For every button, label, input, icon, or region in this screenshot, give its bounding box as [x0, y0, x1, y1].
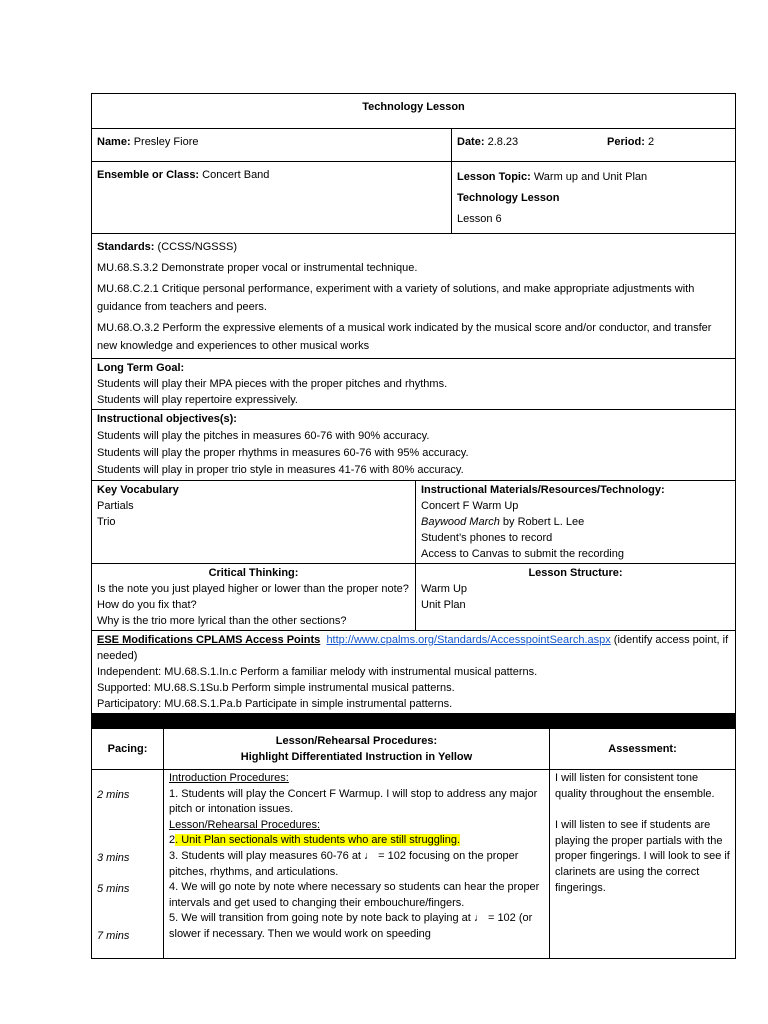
critical-question: Is the note you just played higher or lower than the proper note? How do you fix that?: [97, 583, 409, 611]
rehearsal-procedures-label: Lesson/Rehearsal Procedures:: [169, 818, 321, 831]
name-value: Presley Fiore: [133, 136, 199, 148]
objective-line: Students will play the pitches in measures 60-76 with 90% accuracy.: [97, 430, 430, 442]
ensemble-value: Concert Band: [202, 169, 270, 181]
vocab-item: Trio: [97, 516, 116, 528]
ensemble-label: Ensemble or Class:: [97, 169, 200, 181]
standard-item: MU.68.C.2.1 Critique personal performance, experiment with a variety of solutions, and make appropriate adjustments with guidance from teachers and peers.: [97, 283, 695, 313]
materials-label: Instructional Materials/Resources/Technology:: [421, 484, 665, 496]
procedures-cell: [164, 770, 550, 959]
material-item: Student’s phones to record: [421, 532, 553, 544]
ensemble-cell: [92, 162, 452, 234]
access-point: Participatory: MU.68.S.1.Pa.b Participate in simple instrumental patterns.: [97, 698, 453, 710]
pacing-cell: [92, 770, 164, 959]
pacing-header-text: Pacing:: [107, 743, 148, 755]
assessment-header: [550, 729, 736, 770]
lesson-plan-document: [91, 93, 735, 959]
structure-item: Unit Plan: [421, 599, 466, 611]
name-label: Name:: [97, 136, 131, 148]
goal-line: Students will play repertoire expressively.: [97, 394, 298, 406]
intro-procedures-label: Introduction Procedures:: [169, 772, 289, 784]
lesson-structure-label: Lesson Structure:: [528, 567, 623, 579]
procedure-step: 3. Students will play measures 60-76 at ♩ = 102 focusing on the proper pitches, rhythms, and articulations.: [169, 849, 519, 878]
long-term-goal-cell: [92, 359, 736, 410]
assessment-item: I will listen for consistent tone quality throughout the ensemble.: [555, 772, 715, 800]
cpalms-link[interactable]: http://www.cpalms.org/Standards/AccesspointSearch.aspx: [326, 634, 611, 646]
objectives-cell: [92, 410, 736, 481]
vocab-item: Partials: [97, 500, 134, 512]
ese-label: ESE Modifications CPLAMS Access Points: [97, 634, 321, 646]
critical-thinking-cell: [92, 564, 416, 631]
pacing-time: 5 mins: [97, 883, 130, 895]
objective-line: Students will play in proper trio style in measures 41-76 with 80% accuracy.: [97, 464, 464, 476]
critical-question: Why is the trio more lyrical than the other sections?: [97, 615, 347, 627]
assessment-header-text: Assessment:: [608, 743, 677, 755]
pacing-time: 7 mins: [97, 930, 130, 942]
objective-line: Students will play the proper rhythms in measures 60-76 with 95% accuracy.: [97, 447, 469, 459]
topic-line-2: Technology Lesson: [457, 192, 560, 204]
access-point: Supported: MU.68.S.1Su.b Perform simple instrumental musical patterns.: [97, 682, 455, 694]
topic-label: Lesson Topic:: [457, 171, 531, 183]
procedures-header-line1: Lesson/Rehearsal Procedures:: [275, 735, 438, 747]
standards-label: Standards:: [97, 241, 155, 253]
document-title: [92, 94, 736, 129]
march-title: Baywood March: [421, 516, 500, 528]
procedure-step-highlighted: [169, 833, 544, 849]
date-label: Date:: [457, 136, 485, 148]
lesson-structure-cell: [416, 564, 736, 631]
pacing-time: 3 mins: [97, 852, 130, 864]
material-item: Access to Canvas to submit the recording: [421, 548, 624, 560]
critical-thinking-label: Critical Thinking:: [208, 567, 299, 579]
vocab-label: Key Vocabulary: [97, 484, 179, 496]
assessment-cell: [550, 770, 736, 959]
lesson-plan-table: [91, 93, 736, 959]
lesson-topic-cell: [452, 162, 736, 234]
standards-cell: [92, 234, 736, 359]
material-item-march: [421, 514, 730, 530]
step2-highlight: . Unit Plan sectionals with students who are still struggling.: [175, 834, 461, 847]
procedure-step: 1. Students will play the Concert F Warmup. I will stop to address any major pitch or intonation issues.: [169, 787, 538, 816]
period-value: 2: [647, 136, 655, 148]
structure-item: Warm Up: [421, 583, 468, 595]
date-period-cell: [452, 129, 736, 162]
objectives-label: Instructional objectives(s):: [97, 413, 237, 425]
ese-link-suffix: (identify access point, if needed): [97, 634, 729, 662]
topic-value: Warm up and Unit Plan: [533, 171, 648, 183]
procedure-step: 5. We will transition from going note by note back to playing at ♩ = 102 (or slower if necessary. Then we would work on speeding: [169, 912, 533, 940]
assessment-item: I will listen to see if students are playing the proper partials with the proper fingerings. I will look to see if clarinets are using the correct fingerings.: [555, 819, 730, 894]
section-divider: [92, 714, 736, 729]
step2-number: 2: [169, 834, 176, 847]
procedure-step: 4. We will go note by note where necessary so students can hear the proper intervals and get used to changing their embouchure/fingers.: [169, 881, 540, 909]
topic-line-3: Lesson 6: [457, 213, 502, 225]
ese-modifications-cell: [92, 631, 736, 714]
material-item: Concert F Warm Up: [421, 500, 519, 512]
materials-cell: [416, 481, 736, 564]
goal-line: Students will play their MPA pieces with the proper pitches and rhythms.: [97, 378, 448, 390]
long-term-goal-label: Long Term Goal:: [97, 362, 185, 374]
standard-item: MU.68.S.3.2 Demonstrate proper vocal or instrumental technique.: [97, 262, 418, 274]
key-vocabulary-cell: [92, 481, 416, 564]
period-label: Period:: [607, 136, 645, 148]
procedures-header-line2: Highlight Differentiated Instruction in Yellow: [240, 751, 473, 763]
title-text: Technology Lesson: [362, 101, 465, 113]
name-cell: [92, 129, 452, 162]
standards-label-suffix: (CCSS/NGSSS): [157, 241, 237, 253]
march-composer: by Robert L. Lee: [499, 516, 585, 528]
date-value: 2.8.23: [487, 136, 519, 148]
pacing-time: 2 mins: [97, 789, 130, 801]
procedures-header: [164, 729, 550, 770]
pacing-header: [92, 729, 164, 770]
access-point: Independent: MU.68.S.1.In.c Perform a familiar melody with instrumental musical patterns.: [97, 666, 538, 678]
standard-item: MU.68.O.3.2 Perform the expressive elements of a musical work indicated by the musical score and/or conductor, and transfer new knowledge and experiences to other musical works: [97, 322, 712, 352]
